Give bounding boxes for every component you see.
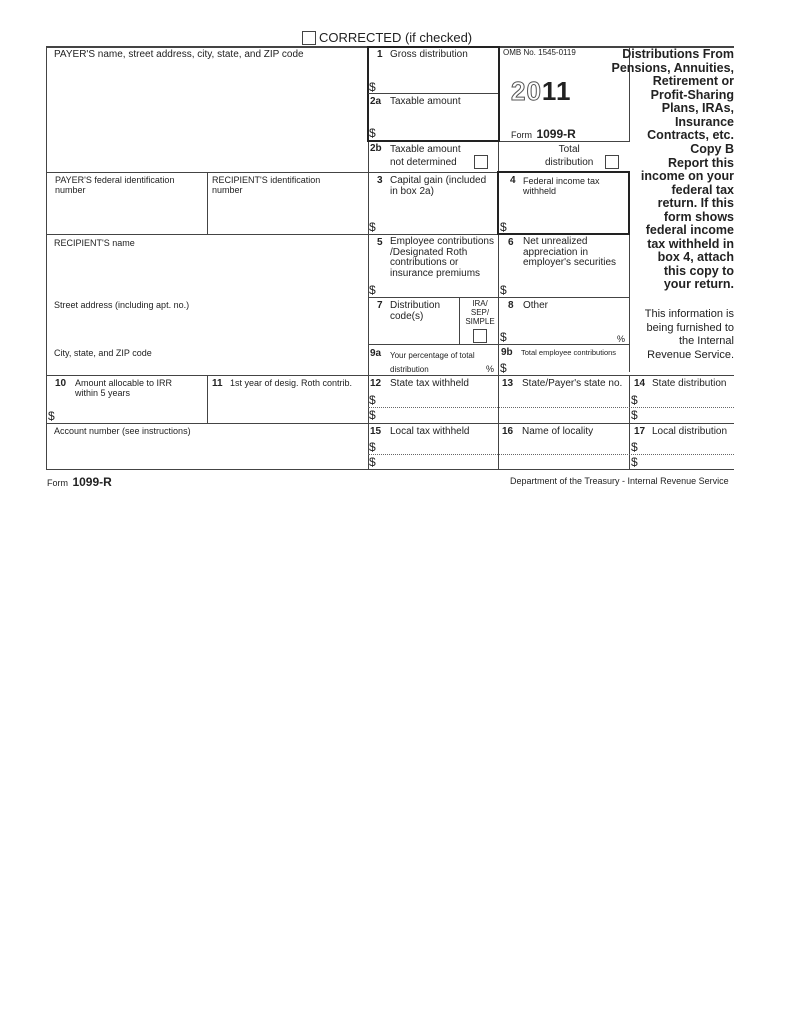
box-17-number: 17 [634, 426, 646, 437]
box-9b-number: 9b [501, 347, 513, 358]
irs-notice: This information is being furnished to the Internal Revenue Service. [644, 308, 734, 361]
payer-name-label: PAYER'S name, street address, city, state, and ZIP code [54, 49, 304, 60]
box-1-dollar: $ [369, 80, 376, 94]
col-line-payer-recip [207, 172, 208, 235]
box-12-dollar-2: $ [369, 408, 376, 422]
box-17-label: Local distribution [652, 426, 728, 437]
box-13-label: State/Payer's state no. [522, 378, 623, 389]
street-address-label: Street address (including apt. no.) [54, 300, 190, 310]
row-line-7-8-bottom [368, 344, 629, 345]
tax-year-bold: 11 [541, 76, 572, 106]
box-10-label: Amount allocable to IRR within 5 years [75, 378, 173, 398]
box-11-number: 11 [212, 378, 223, 389]
ira-sep-simple-checkbox[interactable] [473, 329, 487, 343]
corrected-label: CORRECTED (if checked) [319, 30, 473, 45]
box-11-label: 1st year of desig. Roth contrib. [230, 378, 353, 388]
form-left-border [46, 46, 47, 469]
box-10-number: 10 [55, 378, 67, 389]
box-2a-number: 2a [370, 96, 382, 107]
box-14-number: 14 [634, 378, 646, 389]
box-2b-label: Taxable amount not determined [390, 144, 461, 168]
box-8-percent: % [617, 334, 626, 344]
box-9b-label: Total employee contributions [521, 348, 617, 357]
box-9a-label: Your percentage of total distribution [390, 351, 475, 374]
box-8-dollar: $ [500, 330, 507, 344]
box-5-label: Employee contributions /Designated Roth contributions or insurance premiums [390, 236, 494, 279]
box-17-dollar-2: $ [631, 455, 638, 469]
box-2a-dollar: $ [369, 126, 376, 140]
recipient-name-label: RECIPIENT'S name [54, 238, 135, 248]
row-line-5-6-bottom [368, 297, 629, 298]
box-14-label: State distribution [652, 378, 727, 389]
footer-department: Department of the Treasury - Internal Revenue Service [510, 476, 729, 486]
box-12-dollar-1: $ [369, 393, 376, 407]
box-14-dollar-2: $ [631, 408, 638, 422]
omb-number: OMB No. 1545-0119 [503, 48, 576, 57]
box-3-number: 3 [377, 175, 383, 186]
box-8-number: 8 [508, 300, 514, 311]
box-1-number: 1 [377, 49, 383, 60]
footer-form-id: Form 1099-R [47, 475, 112, 489]
city-state-zip-label: City, state, and ZIP code [54, 348, 152, 358]
box-13-number: 13 [502, 378, 514, 389]
box-7-number: 7 [377, 300, 383, 311]
box-4-number: 4 [510, 175, 516, 186]
box-3-dollar: $ [369, 220, 376, 234]
box-14-dollar-1: $ [631, 393, 638, 407]
dotted-15 [368, 454, 734, 455]
tax-year [511, 77, 571, 105]
ira-sep-simple-label: IRA/ SEP/ SIMPLE [465, 299, 495, 326]
box-1-divider [368, 93, 498, 94]
corrected-checkbox[interactable] [302, 31, 316, 45]
box-15-number: 15 [370, 426, 382, 437]
total-distribution-label: Total distribution [545, 144, 594, 168]
payer-fed-id-label: PAYER'S federal identification number [55, 175, 175, 195]
account-number-label: Account number (see instructions) [54, 426, 191, 436]
dotted-12 [368, 407, 734, 408]
box-2b-checkbox[interactable] [474, 155, 488, 169]
box-12-number: 12 [370, 378, 382, 389]
box-7-label: Distribution code(s) [390, 300, 441, 322]
form-title: Distributions From Pensions, Annuities, Retirement or Profit-Sharing Plans, IRAs, Insurance Contracts, etc. [611, 47, 734, 142]
row-line-account [46, 423, 734, 424]
box-6-number: 6 [508, 237, 514, 248]
copy-b-instructions: Copy B Report this income on your federal tax return. If this form shows federal income tax withheld in box 4, attach this copy to your return. [640, 142, 734, 291]
box-2a-label: Taxable amount [390, 96, 461, 107]
box-6-label: Net unrealized appreciation in employer's securities [523, 236, 617, 268]
box-16-label: Name of locality [522, 426, 594, 437]
recipient-id-label: RECIPIENT'S identification number [212, 175, 321, 195]
box-4-label: Federal income tax withheld [523, 176, 600, 196]
box-15-dollar-2: $ [369, 455, 376, 469]
box-3-label: Capital gain (included in box 2a) [390, 175, 487, 197]
box-10-dollar: $ [48, 409, 55, 423]
box-16-number: 16 [502, 426, 514, 437]
box-9a-percent: % [486, 364, 495, 374]
box-2b-number: 2b [370, 143, 382, 154]
box-5-number: 5 [377, 237, 383, 248]
box-1-2a-frame [367, 46, 500, 142]
box-9b-dollar: $ [500, 361, 507, 375]
form-bottom-line [46, 469, 734, 470]
box-5-dollar: $ [369, 283, 376, 297]
box-15-dollar-1: $ [369, 440, 376, 454]
box-15-label: Local tax withheld [390, 426, 470, 437]
box-12-label: State tax withheld [390, 378, 469, 389]
box-8-label: Other [523, 300, 549, 311]
box-17-dollar-1: $ [631, 440, 638, 454]
box-6-dollar: $ [500, 283, 507, 297]
col-line-10-11 [207, 376, 208, 423]
col-line-ira [459, 297, 460, 344]
box-1-label: Gross distribution [390, 49, 468, 60]
omb-form-id: Form 1099-R [511, 127, 576, 141]
box-4-dollar: $ [500, 220, 507, 234]
box-9a-number: 9a [370, 348, 382, 359]
tax-year-outline: 20 [511, 76, 542, 106]
